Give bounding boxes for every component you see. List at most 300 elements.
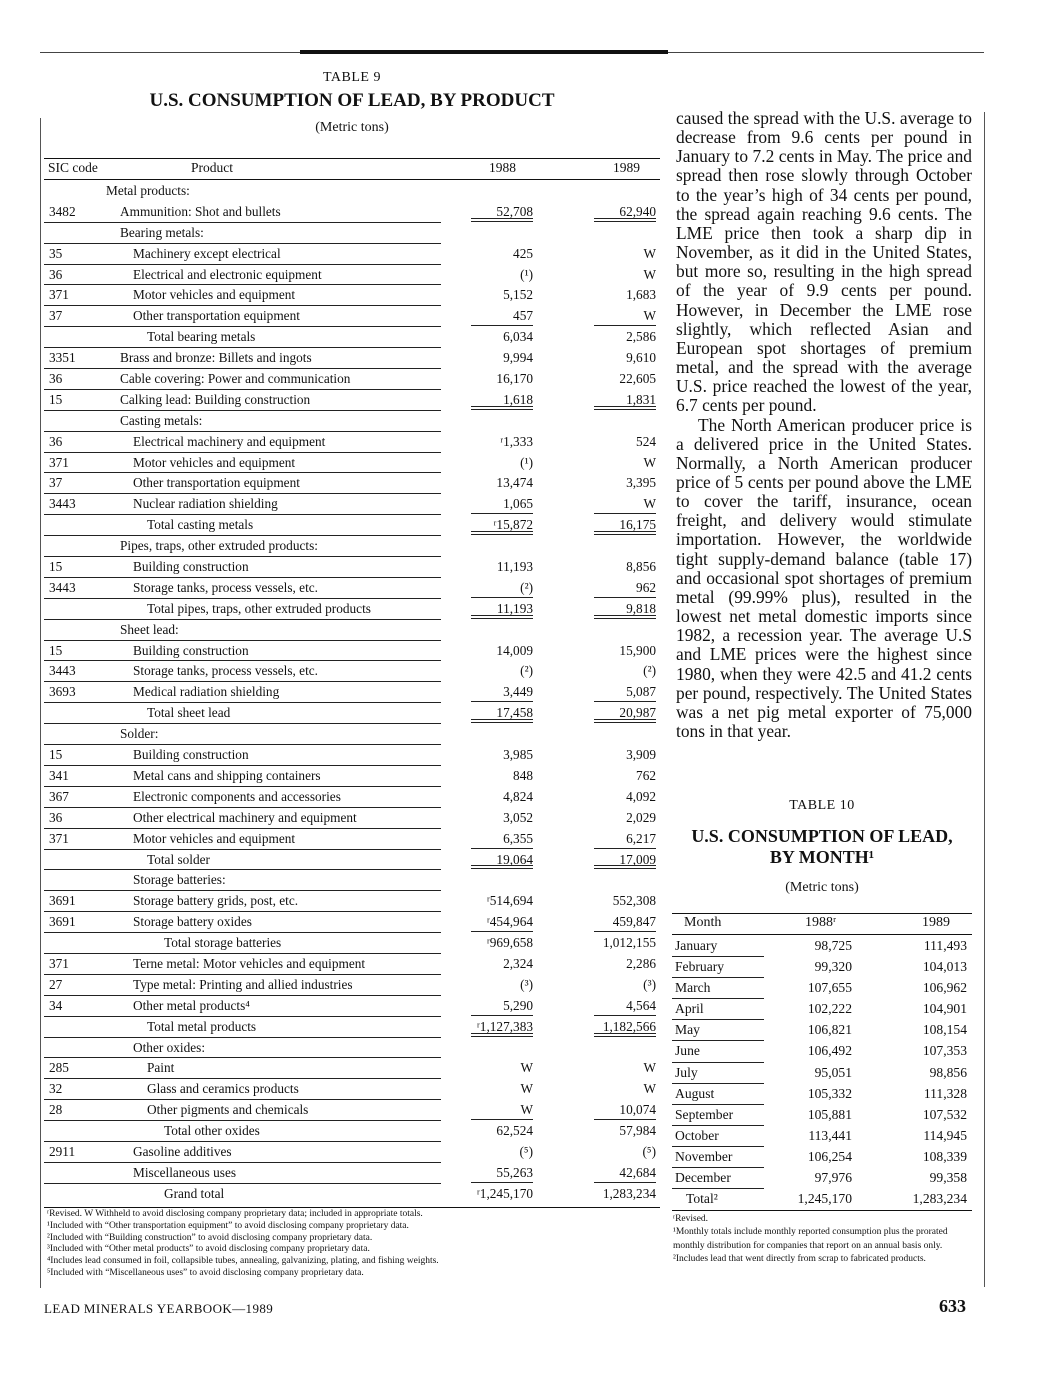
value-1989: 4,564 bbox=[626, 997, 656, 1013]
value-1989: 762 bbox=[636, 767, 656, 783]
sic-code: 36 bbox=[49, 266, 63, 282]
running-footer: LEAD MINERALS YEARBOOK—1989 bbox=[44, 1301, 274, 1316]
sum-rule bbox=[471, 1033, 533, 1034]
value-1988: 11,193 bbox=[496, 600, 533, 616]
value-1989: 6,217 bbox=[626, 830, 656, 846]
title-line: U.S. CONSUMPTION OF LEAD, bbox=[691, 826, 953, 846]
sic-code: 15 bbox=[49, 391, 63, 407]
month: Total² bbox=[686, 1191, 718, 1207]
table-row bbox=[44, 933, 660, 954]
table-row bbox=[44, 1142, 660, 1163]
sic-code: 35 bbox=[49, 245, 63, 261]
table-row bbox=[672, 1105, 972, 1126]
sum-rule bbox=[471, 701, 533, 702]
value-1989: (²) bbox=[643, 663, 656, 679]
sum-rule bbox=[594, 848, 656, 849]
value-1989: 5,087 bbox=[626, 684, 656, 700]
value-1989: 57,984 bbox=[619, 1123, 656, 1139]
table-label: TABLE 10 bbox=[789, 798, 855, 813]
value-1988: 457 bbox=[513, 308, 533, 324]
value-1988: W bbox=[520, 1102, 533, 1118]
product-name: Motor vehicles and equipment bbox=[133, 287, 296, 303]
value-1988: 105,332 bbox=[807, 1085, 852, 1101]
sum-rule bbox=[594, 1182, 656, 1183]
table-row bbox=[672, 1147, 972, 1168]
product-name: Storage batteries: bbox=[133, 872, 226, 888]
paragraph: The North American producer price is a delivered price in the United States. Normally, a North American producer price of 5 cents per pound above the LME to cover the tariff, insurance, ocean freight, and delivery would stimulate importation. However, the worldwide tight supply-demand balance (table 17) and occasional spot shortages of premium metal (99.99% plus), resulted in the lowest net metal domestic imports since 1982, a recession year. The average U.S and LME prices were the highest since 1980, when they were 42.5 and 41.2 cents per pound, respectively. The United States was a net pig metal exporter of 75,000 tons in that year. bbox=[676, 414, 972, 741]
value-1988: W bbox=[520, 1081, 533, 1097]
product-name: Motor vehicles and equipment bbox=[133, 454, 296, 470]
sum-rule bbox=[471, 218, 533, 219]
table-row bbox=[44, 745, 660, 766]
product-name: Brass and bronze: Billets and ingots bbox=[120, 350, 312, 366]
product-name: Building construction bbox=[133, 747, 249, 763]
table-row bbox=[44, 494, 660, 515]
footnote: ⁴Includes lead consumed in foil, collapsible tubes, annealing, galvanizing, plating, and fishing weights. bbox=[47, 1256, 439, 1267]
value-1989: 15,900 bbox=[619, 642, 656, 658]
value-1989: 104,901 bbox=[922, 1001, 967, 1017]
table-row bbox=[672, 1084, 972, 1105]
table-row bbox=[44, 244, 660, 265]
table-unit: (Metric tons) bbox=[315, 120, 389, 135]
table-row bbox=[44, 870, 660, 891]
sic-code: 371 bbox=[49, 287, 69, 303]
sum-rule bbox=[471, 865, 533, 866]
value-1988: 1,245,170 bbox=[797, 1191, 852, 1207]
value-1989: 108,339 bbox=[922, 1148, 967, 1164]
value-1989: 2,286 bbox=[626, 955, 656, 971]
table-row bbox=[672, 1020, 972, 1041]
value-1988: 14,009 bbox=[496, 642, 533, 658]
value-1988: 2,324 bbox=[503, 955, 533, 971]
sum-rule bbox=[471, 1182, 533, 1183]
header-month: Month bbox=[684, 915, 722, 930]
product-name: Terne metal: Motor vehicles and equipment bbox=[133, 955, 366, 971]
value-1988: (²) bbox=[520, 579, 533, 595]
table-row bbox=[44, 202, 660, 223]
table-unit: (Metric tons) bbox=[785, 880, 859, 895]
value-1988: ʳ454,964 bbox=[486, 914, 533, 930]
paragraph: caused the spread with the U.S. average to decrease from 9.6 cents per pound in January to 7.2 cents in May. The price and spread then rose slowly through October to the year’s high of 34 cents per pound, the spread again reaching 9.6 cents. The LME price then took a sharp dip in November, as it did in the United States, but more so, resulting in the high spread of the year of 9.9 cents per pound. However, in December the LME rose slightly, which reflected Asian and European spot shortages of premium metal, and the spread with the average U.S. price reached the lowest of the year, 6.7 cents per pound. bbox=[676, 108, 972, 416]
sum-rule bbox=[471, 848, 533, 849]
product-name: Total solder bbox=[147, 851, 210, 867]
header-product: Product bbox=[191, 160, 233, 175]
sic-code: 28 bbox=[49, 1102, 63, 1118]
table-row bbox=[44, 473, 660, 494]
value-1988: 6,034 bbox=[503, 329, 533, 345]
value-1989: 10,074 bbox=[619, 1102, 656, 1118]
value-1989: 111,493 bbox=[923, 938, 967, 953]
sum-rule bbox=[594, 931, 656, 932]
table-row bbox=[44, 390, 660, 411]
value-1988: 5,290 bbox=[503, 997, 533, 1013]
value-1989: 16,175 bbox=[619, 517, 656, 533]
value-1988: 102,222 bbox=[807, 1001, 852, 1017]
value-1988: 1,618 bbox=[503, 391, 533, 407]
table-row bbox=[44, 766, 660, 787]
value-1988: (⁵) bbox=[519, 1143, 533, 1159]
table-row bbox=[44, 1058, 660, 1079]
month: June bbox=[675, 1043, 700, 1059]
sic-code: 3351 bbox=[49, 350, 76, 366]
value-1989: 9,610 bbox=[626, 350, 656, 366]
product-name: Medical radiation shielding bbox=[133, 684, 280, 700]
product-name: Building construction bbox=[133, 559, 249, 575]
table-row bbox=[44, 1121, 660, 1142]
product-name: Solder: bbox=[120, 726, 159, 742]
sic-code: 37 bbox=[49, 308, 63, 324]
table-row bbox=[44, 306, 660, 327]
product-name: Other transportation equipment bbox=[133, 308, 300, 324]
right-border bbox=[984, 112, 985, 1287]
table-row bbox=[44, 954, 660, 975]
sic-code: 15 bbox=[49, 559, 63, 575]
sic-code: 36 bbox=[49, 433, 63, 449]
value-1989: 22,605 bbox=[619, 371, 656, 387]
table-row bbox=[44, 557, 660, 578]
sum-rule bbox=[594, 865, 656, 866]
value-1989: 1,182,566 bbox=[602, 1018, 656, 1034]
table-row bbox=[44, 285, 660, 306]
value-1989: 107,532 bbox=[922, 1106, 967, 1122]
footnote: ³Included with “Other metal products” to avoid disclosing company proprietary data. bbox=[47, 1244, 370, 1255]
table-row bbox=[672, 978, 972, 999]
sum-rule bbox=[594, 531, 656, 532]
value-1989: 98,856 bbox=[929, 1064, 967, 1080]
product-name: Total pipes, traps, other extruded products bbox=[147, 600, 371, 616]
value-1988: 4,824 bbox=[503, 788, 533, 804]
value-1989: W bbox=[643, 266, 656, 282]
sic-code: 3482 bbox=[49, 203, 76, 219]
value-1988: (¹) bbox=[520, 454, 533, 470]
product-name: Other transportation equipment bbox=[133, 475, 300, 491]
table-10-footnotes bbox=[673, 1213, 971, 1267]
sic-code: 341 bbox=[49, 767, 69, 783]
value-1988: ʳ1,333 bbox=[500, 433, 533, 449]
month: July bbox=[675, 1064, 698, 1080]
value-1988: 98,725 bbox=[814, 938, 852, 953]
product-name: Total bearing metals bbox=[147, 329, 256, 345]
product-name: Storage battery grids, post, etc. bbox=[133, 893, 299, 909]
table-row bbox=[44, 1079, 660, 1100]
table-row bbox=[44, 1100, 660, 1121]
value-1988: 105,881 bbox=[807, 1106, 852, 1122]
value-1988: 13,474 bbox=[496, 475, 533, 491]
table-row bbox=[44, 327, 660, 348]
product-name: Type metal: Printing and allied industries bbox=[133, 976, 353, 992]
table-row bbox=[44, 891, 660, 912]
product-name: Bearing metals: bbox=[120, 224, 204, 240]
product-name: Electronic components and accessories bbox=[133, 788, 341, 804]
sic-code: 34 bbox=[49, 997, 63, 1013]
table-row bbox=[44, 515, 660, 536]
table-row bbox=[44, 265, 660, 286]
table-row bbox=[44, 453, 660, 474]
sic-code: 27 bbox=[49, 976, 63, 992]
month: January bbox=[675, 938, 718, 953]
table-row bbox=[672, 957, 972, 978]
table-row bbox=[44, 850, 660, 871]
value-1989: 111,328 bbox=[923, 1085, 967, 1101]
value-1989: 459,847 bbox=[612, 914, 656, 930]
footnote: ²Includes lead that went directly from scrap to fabricated products. bbox=[673, 1254, 926, 1265]
footnote: ʳRevised. bbox=[673, 1214, 709, 1224]
value-1989: 1,683 bbox=[626, 287, 656, 303]
value-1989: W bbox=[643, 245, 656, 261]
left-border bbox=[40, 118, 41, 1288]
value-1989: 962 bbox=[636, 579, 656, 595]
sic-code: 285 bbox=[49, 1060, 69, 1076]
value-1989: (⁵) bbox=[642, 1143, 656, 1159]
value-1989: 108,154 bbox=[922, 1022, 967, 1038]
table-row bbox=[44, 369, 660, 390]
value-1988: ʳ1,127,383 bbox=[476, 1018, 533, 1034]
product-name: Metal cans and shipping containers bbox=[133, 767, 321, 783]
sum-rule bbox=[594, 1119, 656, 1120]
value-1988: 106,254 bbox=[807, 1148, 852, 1164]
table-row bbox=[44, 578, 660, 599]
sic-code: 3443 bbox=[49, 663, 76, 679]
value-1989: 4,092 bbox=[626, 788, 656, 804]
table-row bbox=[672, 936, 972, 957]
sic-code: 36 bbox=[49, 809, 63, 825]
product-name: Paint bbox=[147, 1060, 175, 1076]
month: September bbox=[675, 1106, 734, 1122]
table-header bbox=[44, 158, 660, 180]
value-1989: 20,987 bbox=[619, 705, 656, 721]
sum-rule bbox=[471, 1119, 533, 1120]
value-1989: 2,586 bbox=[626, 329, 656, 345]
sic-code: 15 bbox=[49, 747, 63, 763]
sum-rule bbox=[471, 325, 533, 326]
table-row bbox=[44, 808, 660, 829]
table-row bbox=[44, 787, 660, 808]
month: April bbox=[675, 1001, 704, 1017]
product-name: Motor vehicles and equipment bbox=[133, 830, 296, 846]
header-1989: 1989 bbox=[922, 915, 950, 930]
footnote: ⁵Included with “Miscellaneous uses” to avoid disclosing company proprietary data. bbox=[47, 1267, 364, 1278]
table-row bbox=[44, 1017, 660, 1038]
month: August bbox=[675, 1085, 715, 1101]
product-name: Casting metals: bbox=[120, 412, 203, 428]
table-row bbox=[44, 432, 660, 453]
sum-rule bbox=[594, 719, 656, 720]
table-title bbox=[672, 826, 972, 868]
value-1988: ʳ1,245,170 bbox=[476, 1185, 533, 1201]
footnote: ʳRevised. W Withheld to avoid disclosing company proprietary data; included in appropriate totals. bbox=[47, 1209, 423, 1219]
table-row bbox=[44, 1038, 660, 1059]
table-row bbox=[672, 1168, 972, 1189]
top-bar bbox=[300, 50, 668, 54]
value-1989: 1,012,155 bbox=[602, 935, 656, 951]
value-1988: (¹) bbox=[520, 266, 533, 282]
product-name: Grand total bbox=[164, 1185, 225, 1201]
product-name: Total storage batteries bbox=[164, 935, 282, 951]
product-name: Calking lead: Building construction bbox=[120, 391, 311, 407]
month: October bbox=[675, 1127, 719, 1143]
table-row bbox=[44, 1184, 660, 1205]
sic-code: 15 bbox=[49, 642, 63, 658]
value-1989: 106,962 bbox=[922, 980, 967, 996]
product-name: Other metal products⁴ bbox=[133, 997, 250, 1013]
product-name: Metal products: bbox=[106, 183, 190, 198]
value-1988: 55,263 bbox=[496, 1164, 533, 1180]
table-row bbox=[44, 724, 660, 745]
header-1988: 1988ʳ bbox=[805, 915, 837, 930]
value-1989: 99,358 bbox=[929, 1170, 967, 1186]
value-1988: 6,355 bbox=[503, 830, 533, 846]
sum-rule bbox=[594, 513, 656, 514]
value-1988: 3,985 bbox=[503, 747, 533, 763]
value-1988: 62,524 bbox=[496, 1123, 533, 1139]
table-row bbox=[44, 411, 660, 432]
sic-code: 371 bbox=[49, 830, 69, 846]
product-name: Pipes, traps, other extruded products: bbox=[120, 538, 318, 554]
sic-code: 37 bbox=[49, 475, 63, 491]
product-name: Total casting metals bbox=[147, 517, 254, 533]
value-1989: 552,308 bbox=[612, 893, 656, 909]
table-row bbox=[672, 999, 972, 1020]
month: November bbox=[675, 1148, 733, 1164]
sum-rule bbox=[594, 597, 656, 598]
product-name: Building construction bbox=[133, 642, 249, 658]
value-1988: 95,051 bbox=[814, 1064, 852, 1080]
table-row bbox=[44, 620, 660, 641]
table-header bbox=[672, 913, 972, 935]
value-1989: 8,856 bbox=[626, 559, 656, 575]
product-name: Ammunition: Shot and bullets bbox=[120, 203, 281, 219]
value-1989: W bbox=[643, 496, 656, 512]
sic-code: 3443 bbox=[49, 579, 76, 595]
table-row bbox=[44, 599, 660, 620]
value-1988: ʳ15,872 bbox=[493, 517, 533, 533]
value-1989: 62,940 bbox=[619, 203, 656, 219]
table-row bbox=[44, 912, 660, 933]
value-1988: (²) bbox=[520, 663, 533, 679]
table-row bbox=[672, 1126, 972, 1147]
sic-code: 3691 bbox=[49, 893, 76, 909]
table-row bbox=[672, 1063, 972, 1084]
product-name: Sheet lead: bbox=[120, 621, 179, 637]
value-1988: 848 bbox=[513, 767, 533, 783]
footnote: ¹Monthly totals include monthly reported consumption plus the prorated monthly distribution for companies that report on an annual basis only. bbox=[673, 1227, 948, 1251]
sum-rule bbox=[594, 1015, 656, 1016]
footnote: ¹Included with “Other transportation equipment” to avoid disclosing company proprietary data. bbox=[47, 1220, 409, 1231]
month: May bbox=[675, 1022, 700, 1038]
value-1989: 3,395 bbox=[626, 475, 656, 491]
table-row bbox=[44, 641, 660, 662]
sic-code: 371 bbox=[49, 454, 69, 470]
product-name: Miscellaneous uses bbox=[133, 1164, 237, 1180]
sum-rule bbox=[594, 701, 656, 702]
table-row bbox=[44, 975, 660, 996]
sic-code: 36 bbox=[49, 371, 63, 387]
header-1988: 1988 bbox=[489, 160, 516, 175]
value-1988: 97,976 bbox=[814, 1170, 852, 1186]
sum-rule bbox=[594, 218, 656, 219]
value-1988: 19,064 bbox=[496, 851, 533, 867]
table-label: TABLE 9 bbox=[323, 70, 381, 85]
sic-code: 3443 bbox=[49, 496, 76, 512]
product-name: Other oxides: bbox=[133, 1039, 206, 1055]
sum-rule bbox=[471, 719, 533, 720]
product-name: Storage battery oxides bbox=[133, 914, 252, 930]
value-1989: 1,831 bbox=[626, 391, 656, 407]
value-1989: 114,945 bbox=[923, 1127, 967, 1143]
value-1988: 425 bbox=[513, 245, 533, 261]
table-row bbox=[44, 682, 660, 703]
value-1989: 107,353 bbox=[922, 1043, 967, 1059]
sum-rule bbox=[471, 931, 533, 932]
table-row bbox=[44, 348, 660, 369]
sic-code: 371 bbox=[49, 955, 69, 971]
product-name: Storage tanks, process vessels, etc. bbox=[133, 663, 319, 679]
value-1988: ʳ969,658 bbox=[486, 935, 533, 951]
product-name: Other pigments and chemicals bbox=[147, 1102, 309, 1118]
value-1988: 113,441 bbox=[808, 1127, 852, 1143]
value-1988: 107,655 bbox=[807, 980, 852, 996]
value-1988: 106,821 bbox=[807, 1022, 852, 1038]
product-name: Cable covering: Power and communication bbox=[120, 371, 351, 387]
header-sic: SIC code bbox=[48, 160, 98, 175]
product-name: Total metal products bbox=[147, 1018, 257, 1034]
month: December bbox=[675, 1170, 731, 1186]
sum-rule bbox=[594, 615, 656, 616]
value-1988: 52,708 bbox=[496, 203, 533, 219]
sum-rule bbox=[471, 1015, 533, 1016]
value-1989: (³) bbox=[643, 976, 656, 992]
product-name: Machinery except electrical bbox=[133, 245, 281, 261]
table-row bbox=[44, 703, 660, 724]
table-10 bbox=[672, 798, 972, 1207]
table-row bbox=[44, 1163, 660, 1184]
table-title: U.S. CONSUMPTION OF LEAD, BY PRODUCT bbox=[149, 90, 555, 111]
sic-code: 367 bbox=[49, 788, 69, 804]
value-1989: W bbox=[643, 1060, 656, 1076]
table-row bbox=[672, 1189, 972, 1211]
value-1988: 17,458 bbox=[496, 705, 533, 721]
table-row bbox=[672, 1041, 972, 1062]
value-1989: W bbox=[643, 308, 656, 324]
value-1989: 3,909 bbox=[626, 747, 656, 763]
table-9-footnotes bbox=[47, 1209, 659, 1280]
value-1988: ʳ514,694 bbox=[486, 893, 533, 909]
footnote: ²Included with “Building construction” to avoid disclosing company proprietary data. bbox=[47, 1232, 373, 1243]
value-1989: 17,009 bbox=[619, 851, 656, 867]
value-1988: 5,152 bbox=[503, 287, 533, 303]
product-name: Glass and ceramics products bbox=[147, 1081, 299, 1097]
table-bottom-rule bbox=[44, 1207, 660, 1208]
value-1988: 3,449 bbox=[503, 684, 533, 700]
sum-rule bbox=[471, 615, 533, 616]
body-text bbox=[676, 109, 972, 741]
table-row bbox=[44, 223, 660, 244]
product-name: Storage tanks, process vessels, etc. bbox=[133, 579, 319, 595]
value-1988: W bbox=[520, 1060, 533, 1076]
product-name: Electrical machinery and equipment bbox=[133, 433, 326, 449]
sic-code: 3693 bbox=[49, 684, 76, 700]
table-body bbox=[44, 181, 660, 1205]
product-name: Electrical and electronic equipment bbox=[133, 266, 322, 282]
sum-rule bbox=[471, 513, 533, 514]
value-1988: 3,052 bbox=[503, 809, 533, 825]
product-name: Gasoline additives bbox=[133, 1143, 232, 1159]
product-name: Total other oxides bbox=[164, 1123, 260, 1139]
value-1989: 9,818 bbox=[626, 600, 656, 616]
value-1988: 9,994 bbox=[503, 350, 533, 366]
table-body bbox=[672, 936, 972, 1211]
table-row bbox=[44, 181, 660, 202]
